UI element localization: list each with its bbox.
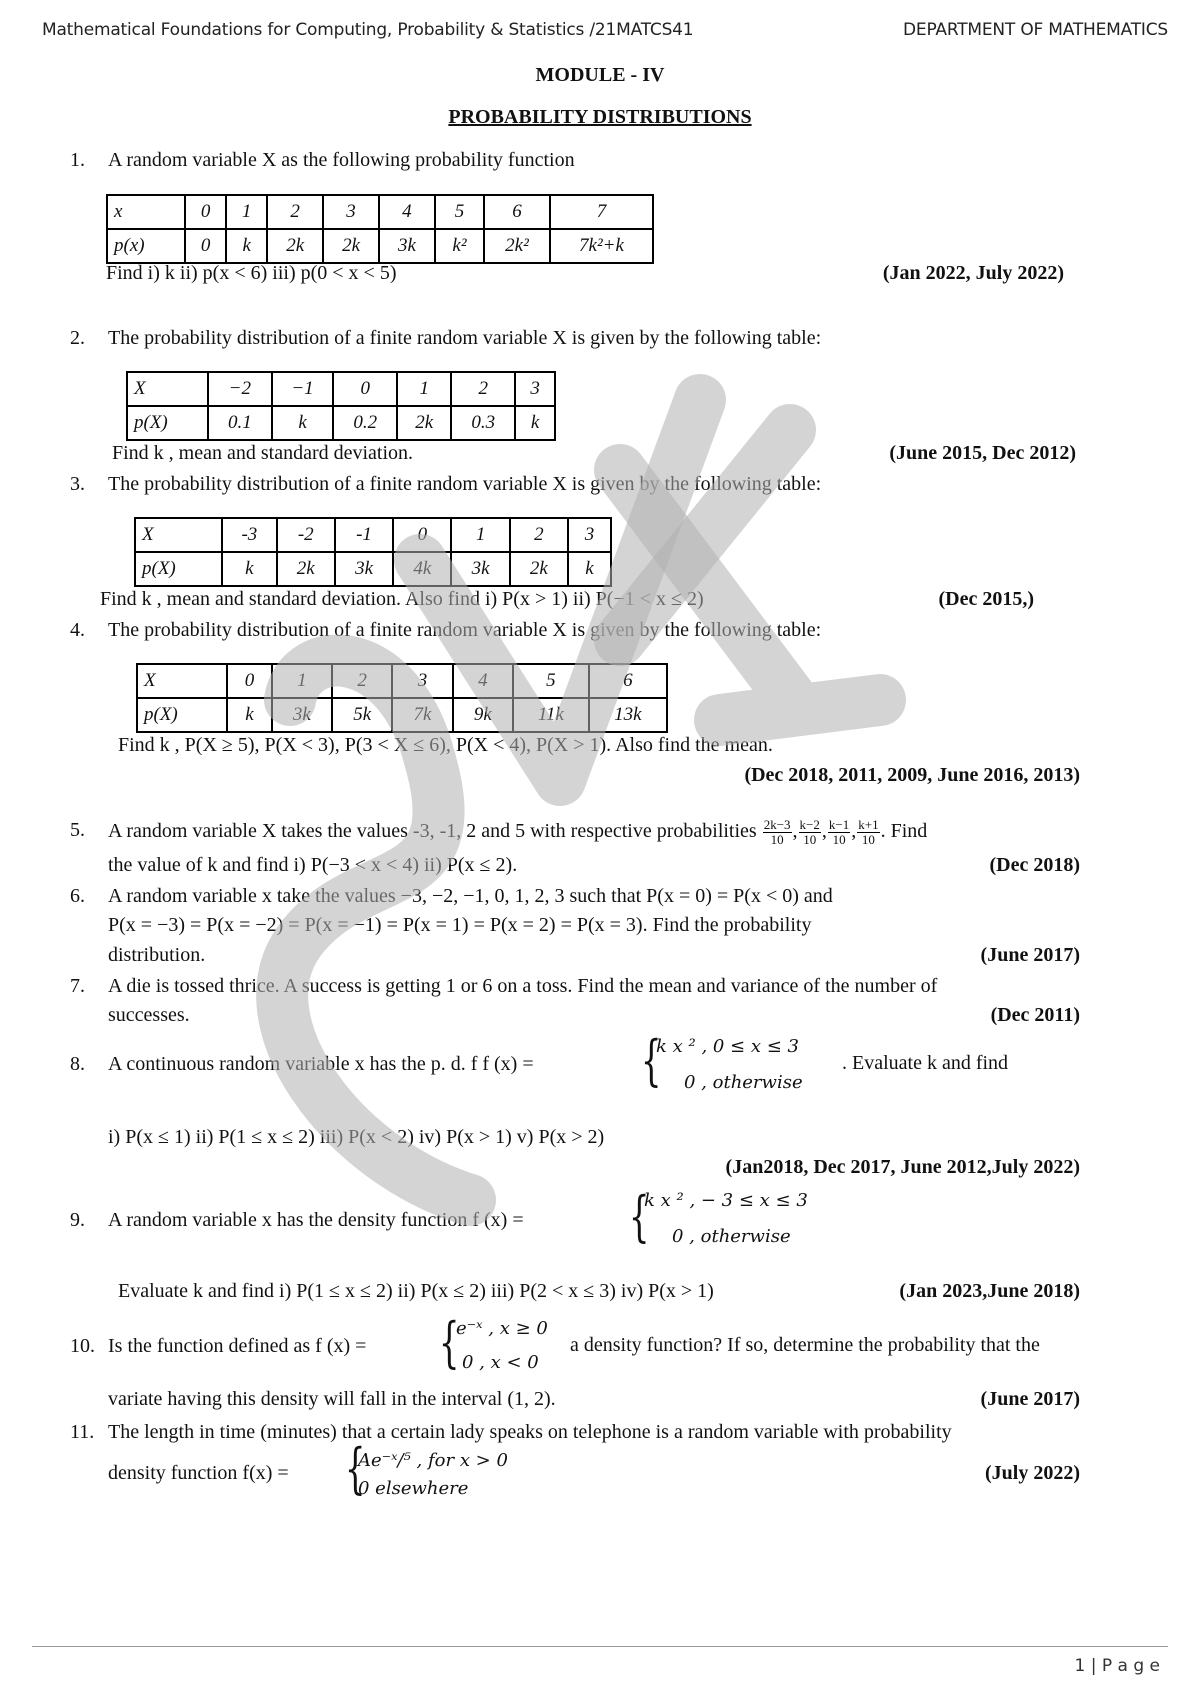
fraction-denominator: 10: [803, 832, 817, 847]
table-cell: 0: [393, 518, 451, 552]
fraction: [857, 818, 879, 847]
question-3-find: Find k , mean and standard deviation. Also find i) P(x > 1) ii) P(−1 < x ≤ 2): [100, 588, 704, 610]
question-text: [108, 818, 927, 847]
table-header-cell: X: [127, 372, 208, 406]
table-cell: k: [568, 552, 611, 586]
table-cell: 6: [484, 195, 550, 229]
table-cell: 2k: [510, 552, 568, 586]
table-cell: 4k: [393, 552, 451, 586]
question-8-after: . Evaluate k and find: [842, 1052, 1009, 1074]
brace-symbol: {: [640, 1029, 662, 1092]
question-7-line-2: successes.: [108, 1004, 190, 1026]
question-2-find: Find k , mean and standard deviation.: [112, 442, 414, 464]
table-cell: 3k: [272, 698, 332, 732]
table-cell: 2: [332, 664, 392, 698]
question-10-text: Is the function defined as f (x) =: [108, 1335, 367, 1357]
table-cell: 3: [392, 664, 452, 698]
brace-symbol: {: [438, 1311, 460, 1374]
section-title: PROBABILITY DISTRIBUTIONS: [448, 106, 752, 128]
question-5-text-b: . Find: [880, 820, 928, 843]
question-6-line-2: P(x = −3) = P(x = −2) = P(x = −1) = P(x = 1) = P(x = 2) = P(x = 3). Find the probability: [108, 914, 812, 936]
piecewise-case-1: Ae⁻ˣ/⁵ , for x > 0: [358, 1450, 508, 1471]
table-cell: −1: [272, 372, 334, 406]
table-cell: 9k: [453, 698, 513, 732]
table-cell: 4: [453, 664, 513, 698]
probability-table-1: [106, 194, 654, 264]
table-cell: 11k: [513, 698, 589, 732]
question-4-find: Find k , P(X ≥ 5), P(X < 3), P(3 < X ≤ 6), P(X < 4), P(X > 1). Also find the mean.: [118, 734, 773, 756]
question-8-exam-tag: (Jan2018, Dec 2017, June 2012,July 2022): [725, 1156, 1080, 1178]
table-header-cell: x: [107, 195, 185, 229]
table-cell: 1: [451, 518, 509, 552]
table-cell: 3k: [379, 229, 435, 263]
table-header-cell: p(X): [127, 406, 208, 440]
question-5-text-a: A random variable X takes the values -3, -1, 2 and 5 with respective probabilities: [108, 820, 757, 843]
table-cell: 5: [435, 195, 484, 229]
piecewise-case-1: k x ² , 0 ≤ x ≤ 3: [656, 1036, 799, 1057]
table-header-cell: X: [135, 518, 222, 552]
table-cell: 0: [185, 195, 226, 229]
question-11-text: density function f(x) =: [108, 1462, 289, 1484]
piecewise-case-1: k x ² , − 3 ≤ x ≤ 3: [644, 1190, 808, 1211]
fraction-numerator: k+1: [858, 817, 879, 832]
question-6-line-1: A random variable x take the values −3, −2, −1, 0, 1, 2, 3 such that P(x = 0) = P(x < 0) and: [108, 885, 833, 907]
table-cell: 1: [226, 195, 267, 229]
piecewise-case-1: e⁻ˣ , x ≥ 0: [456, 1318, 548, 1339]
question-1-exam-tag: (Jan 2022, July 2022): [882, 262, 1064, 284]
table-cell: 2: [510, 518, 568, 552]
probability-fractions: [762, 817, 881, 847]
question-5-line-2: the value of k and find i) P(−3 < x < 4) ii) P(x ≤ 2).: [108, 854, 518, 876]
question-number: 6.: [70, 885, 85, 907]
table-cell: 0: [333, 372, 397, 406]
table-cell: 7k²+k: [550, 229, 653, 263]
table-cell: 0.3: [451, 406, 515, 440]
question-4-exam-tag: (Dec 2018, 2011, 2009, June 2016, 2013): [744, 764, 1080, 786]
piecewise-case-2: 0 , otherwise: [684, 1072, 803, 1093]
table-cell: 6: [589, 664, 667, 698]
table-cell: k: [227, 698, 271, 732]
table-cell: 2k: [267, 229, 323, 263]
table-cell: 7k: [392, 698, 452, 732]
table-cell: 1: [272, 664, 332, 698]
fraction-numerator: 2k−3: [763, 817, 791, 832]
question-number: 8.: [70, 1053, 85, 1075]
table-cell: −2: [208, 372, 272, 406]
question-number: 10.: [70, 1335, 95, 1357]
table-cell: -3: [222, 518, 276, 552]
question-text: A random variable X as the following probability function: [108, 149, 575, 171]
table-cell: 2: [267, 195, 323, 229]
question-number: 3.: [70, 473, 85, 495]
question-number: 1.: [70, 149, 85, 171]
table-cell: 2: [451, 372, 515, 406]
table-cell: 2k²: [484, 229, 550, 263]
question-7-line-1: A die is tossed thrice. A success is getting 1 or 6 on a toss. Find the mean and variance of the number of: [108, 975, 938, 997]
table-cell: 0: [185, 229, 226, 263]
question-7-exam-tag: (Dec 2011): [990, 1004, 1080, 1026]
table-cell: k²: [435, 229, 484, 263]
table-header-cell: p(x): [107, 229, 185, 263]
question-text: The probability distribution of a finite random variable X is given by the following table:: [108, 473, 822, 495]
table-cell: k: [272, 406, 334, 440]
question-9-text: A random variable x has the density function f (x) =: [108, 1209, 524, 1231]
table-cell: 3k: [335, 552, 393, 586]
probability-table-3: [134, 517, 612, 587]
fraction: [763, 818, 792, 847]
question-11-exam-tag: (July 2022): [985, 1462, 1080, 1484]
table-cell: -2: [277, 518, 335, 552]
table-cell: 2k: [323, 229, 379, 263]
header-department: DEPARTMENT OF MATHEMATICS: [903, 20, 1168, 40]
question-number: 4.: [70, 619, 85, 641]
piecewise-case-2: 0 elsewhere: [358, 1478, 469, 1499]
table-cell: 7: [550, 195, 653, 229]
question-2-exam-tag: (June 2015, Dec 2012): [889, 442, 1076, 464]
question-1-find: Find i) k ii) p(x < 6) iii) p(0 < x < 5): [106, 262, 397, 284]
brace-symbol: {: [344, 1437, 366, 1500]
table-cell: 0: [227, 664, 271, 698]
question-9-parts: Evaluate k and find i) P(1 ≤ x ≤ 2) ii) P(x ≤ 2) iii) P(2 < x ≤ 3) iv) P(x > 1): [118, 1280, 714, 1302]
question-text: The probability distribution of a finite random variable X is given by the following table:: [108, 327, 822, 349]
table-cell: k: [515, 406, 555, 440]
question-number: 7.: [70, 975, 85, 997]
probability-table-4: [136, 663, 668, 733]
page-number: 1 | P a g e: [1074, 1656, 1160, 1676]
piecewise-case-2: 0 , x < 0: [462, 1352, 539, 1373]
table-header-cell: p(X): [135, 552, 222, 586]
fraction-denominator: 10: [770, 832, 784, 847]
question-9-exam-tag: (Jan 2023,June 2018): [899, 1280, 1080, 1302]
piecewise-case-2: 0 , otherwise: [672, 1226, 791, 1247]
table-cell: 3k: [451, 552, 509, 586]
table-header-cell: p(X): [137, 698, 227, 732]
question-number: 11.: [70, 1421, 95, 1443]
footer-divider: [32, 1646, 1168, 1647]
table-cell: 13k: [589, 698, 667, 732]
table-cell: 5: [513, 664, 589, 698]
fraction-separator: ,: [821, 820, 827, 843]
question-6-exam-tag: (June 2017): [980, 944, 1080, 966]
question-8-text: A continuous random variable x has the p. d. f f (x) =: [108, 1053, 534, 1075]
module-title: MODULE - IV: [535, 64, 665, 86]
question-10-after: a density function? If so, determine the probability that the: [570, 1334, 1040, 1356]
table-cell: 3: [568, 518, 611, 552]
table-header-cell: X: [137, 664, 227, 698]
question-6-line-3: distribution.: [108, 944, 206, 966]
table-cell: 0.1: [208, 406, 272, 440]
question-5-exam-tag: (Dec 2018): [989, 854, 1080, 876]
table-cell: 0.2: [333, 406, 397, 440]
table-cell: k: [222, 552, 276, 586]
question-10-line-2: variate having this density will fall in the interval (1, 2).: [108, 1388, 556, 1410]
fraction: [799, 818, 821, 847]
table-cell: 1: [397, 372, 451, 406]
question-8-parts: i) P(x ≤ 1) ii) P(1 ≤ x ≤ 2) iii) P(x < 2) iv) P(x > 1) v) P(x > 2): [108, 1126, 605, 1148]
fraction-numerator: k−2: [799, 817, 820, 832]
table-cell: 5k: [332, 698, 392, 732]
question-number: 5.: [70, 819, 85, 841]
header-course-title: Mathematical Foundations for Computing, Probability & Statistics /21MATCS41: [42, 20, 694, 40]
question-3-exam-tag: (Dec 2015,): [938, 588, 1034, 610]
table-cell: 3: [323, 195, 379, 229]
fraction: [828, 818, 850, 847]
table-cell: 2k: [397, 406, 451, 440]
brace-symbol: {: [628, 1185, 650, 1248]
table-cell: 2k: [277, 552, 335, 586]
question-11-line-1: The length in time (minutes) that a certain lady speaks on telephone is a random variable with probability: [108, 1421, 952, 1443]
question-number: 2.: [70, 327, 85, 349]
table-cell: k: [226, 229, 267, 263]
fraction-denominator: 10: [861, 832, 875, 847]
question-number: 9.: [70, 1209, 85, 1231]
table-cell: 4: [379, 195, 435, 229]
fraction-separator: ,: [792, 820, 798, 843]
question-text: The probability distribution of a finite random variable X is given by the following table:: [108, 619, 822, 641]
fraction-denominator: 10: [832, 832, 846, 847]
question-10-exam-tag: (June 2017): [980, 1388, 1080, 1410]
table-cell: 3: [515, 372, 555, 406]
table-cell: -1: [335, 518, 393, 552]
fraction-numerator: k−1: [828, 817, 850, 832]
probability-table-2: [126, 371, 556, 441]
fraction-separator: ,: [851, 820, 857, 843]
